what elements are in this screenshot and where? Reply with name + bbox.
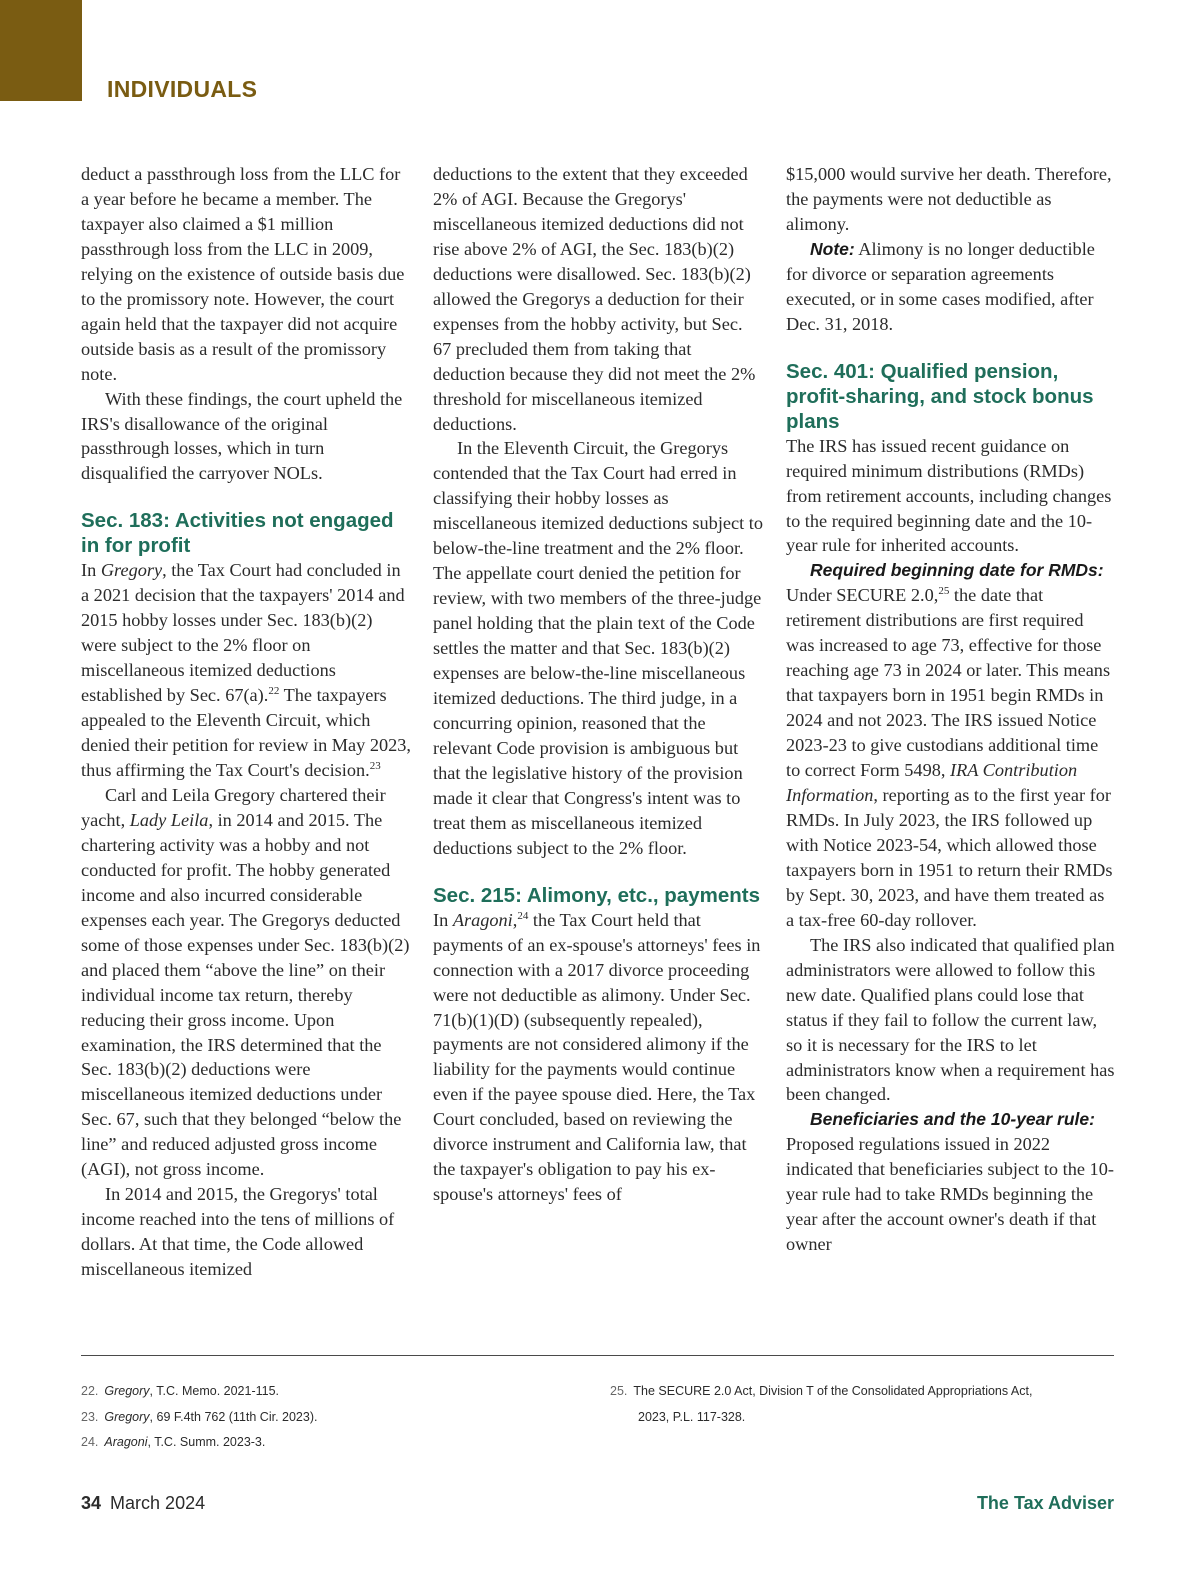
case-name: Aragoni [452,909,513,930]
form-name: IRA Contribution Information [786,760,1078,806]
heading-sec-183: Sec. 183: Activities not engaged in for profit [81,509,394,558]
footnote-23: 23. Gregory, 69 F.4th 762 (11th Cir. 2023). [81,1409,318,1424]
footnote-ref: 25 [938,585,950,598]
footnote-ref: 22 [268,685,280,698]
rbd-label: Required beginning date for RMDs: [810,560,1104,581]
footnotes-left [81,1379,561,1456]
footnote-ref: 24 [517,909,529,922]
footnote-ref: 23 [369,759,381,772]
body-paragraph: With these findings, the court upheld the IRS's disallowance of the original passthrough losses, which in turn disqualified the carryover NOLs. [81,388,403,484]
section-label: INDIVIDUALS [107,76,258,102]
heading-sec-401: Sec. 401: Qualified pension, profit-sharing, and stock bonus plans [786,359,1094,433]
column-3 [786,162,1116,1257]
footnotes-right [610,1379,1120,1430]
publication-name: The Tax Adviser [976,1493,1114,1513]
yacht-name: Lady Leila [129,809,209,830]
note-paragraph: Note: Alimony is no longer deductible for divorce or separation agreements executed, or in some cases modified, after Dec. 31, 2018. [786,238,1095,334]
body-paragraph: deduct a passthrough loss from the LLC for a year before he became a member. The taxpayer also claimed a $1 million passthrough loss from the LLC in 2009, relying on the existence of outside basis due to the promissory note. However, the court again held that the taxpayer did not acquire outside basis as a result of the promissory note. [81,164,405,384]
body-paragraph: Beneficiaries and the 10-year rule: Proposed regulations issued in 2022 indicated that beneficiaries subject to the 10-year rule had to take RMDs beginning the year after the account owner's death if that owner [786,1109,1114,1255]
body-paragraph: deductions to the extent that they exceeded 2% of AGI. Because the Gregorys' miscellaneous itemized deductions did not rise above 2% of AGI, the Sec. 183(b)(2) deductions were disallowed. Sec. 183(b)(2) allowed the Gregorys a deduction for their expenses from the hobby activity, but Sec. 67 precluded them from taking that deduction because they did not meet the 2% threshold for miscellaneous itemized deductions. [433,164,756,434]
footnote-25: 25. The SECURE 2.0 Act, Division T of the Consolidated Appropriations Act, 2023, P.L. 117-328. [610,1384,1033,1424]
section-color-tab [0,0,82,101]
body-paragraph: In 2014 and 2015, the Gregorys' total income reached into the tens of millions of dollars. At that time, the Code allowed miscellaneous itemized [81,1184,395,1280]
body-paragraph: In Gregory, the Tax Court had concluded in a 2021 decision that the taxpayers' 2014 and 2015 hobby losses under Sec. 183(b)(2) were subject to the 2% floor on miscellaneous itemized deductions established by Sec. 67(a).$^{22}$ The taxpayers appealed to the Eleventh Circuit, which denied their petition for review in May 2023, thus affirming the Tax Court's decision.$^{23}$ [81,560,411,781]
body-paragraph: $15,000 would survive her death. Therefore, the payments were not deductible as alimony. [786,164,1112,234]
footnote-22: 22. Gregory, T.C. Memo. 2021-115. [81,1384,280,1398]
beneficiaries-label: Beneficiaries and the 10-year rule: [810,1109,1095,1130]
case-name: Gregory [100,560,163,581]
body-paragraph: Carl and Leila Gregory chartered their yacht, Lady Leila, in 2014 and 2015. The chartering activity was a hobby and not conducted for profit. The hobby generated income and also incurred considerable expenses each year. The Gregorys deducted some of those expenses under Sec. 183(b)(2) and placed them “above the line” on their individual income tax return, thereby reducing their gross income. Upon examination, the IRS determined that the Sec. 183(b)(2) deductions were miscellaneous itemized deductions under Sec. 67, such that they belonged “below the line” and reduced adjusted gross income (AGI), not gross income. [81,784,410,1180]
heading-sec-215: Sec. 215: Alimony, etc., payments [433,883,760,907]
body-paragraph: In the Eleventh Circuit, the Gregorys contended that the Tax Court had erred in classifying their hobby losses as miscellaneous itemized deductions subject to below-the-line treatment and the 2% floor. The appellate court denied the petition for review, with two members of the three-judge panel holding that the plain text of the Code settles the matter and that Sec. 183(b)(2) expenses are below-the-line miscellaneous itemized deductions. The third judge, in a concurring opinion, reasoned that the relevant Code provision is ambiguous but that the legislative history of the provision made it clear that Congress's intent was to treat them as miscellaneous itemized deductions subject to the 2% floor. [433,438,763,858]
issue-date: March 2024 [110,1493,206,1513]
note-label: Note: [810,238,855,259]
body-paragraph: In Aragoni,$^{24}$ the Tax Court held that payments of an ex-spouse's attorneys' fees in connection with a 2017 divorce proceeding were not deductible as alimony. Under Sec. 71(b)(1)(D) (subsequently repealed), payments are not considered alimony if the liability for the payments would continue even if the payee spouse died. Here, the Tax Court concluded, based on reviewing the divorce instrument and California law, that the taxpayer's obligation to pay his ex-spouse's attorneys' fees of [433,909,761,1205]
column-1 [81,162,411,1282]
footnote-24: 24. Aragoni, T.C. Summ. 2023-3. [81,1435,266,1449]
column-2 [433,162,763,1207]
body-paragraph: Required beginning date for RMDs: Under SECURE 2.0,25 the date that retirement distributions are first required was increased to age 73, effective for those reaching age 73 in 2024 or later. This means that taxpayers born in 1951 begin RMDs in 2024 and not 2023. The IRS issued Notice 2023-23 to give custodians additional time to correct Form 5498, IRA Contribution Information, reporting as to the first year for RMDs. In July 2023, the IRS followed up with Notice 2023-54, which allowed those taxpayers born in 1951 to return their RMDs by Sept. 30, 2023, and have them treated as a tax-free 60-day rollover. [786,560,1113,930]
page-footer-left [81,1493,205,1514]
body-paragraph: The IRS also indicated that qualified plan administrators were allowed to follow this new date. Qualified plans could lose that status if they fail to follow the current law, so it is necessary for the IRS to let administrators know when a requirement has been changed. [786,934,1115,1105]
footnote-divider [81,1355,1114,1356]
body-paragraph: The IRS has issued recent guidance on required minimum distributions (RMDs) from retirement accounts, including changes to the required beginning date and the 10-year rule for inherited accounts. [786,435,1112,556]
page-number: 34 [81,1493,102,1513]
